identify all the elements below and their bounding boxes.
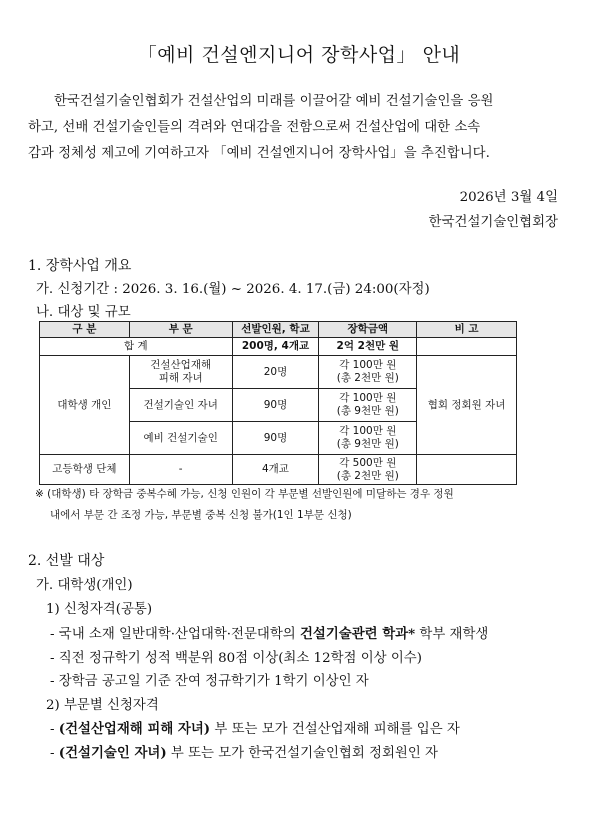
bullet-text: - 국내 소재 일반대학·산업대학·전문대학의 — [50, 627, 300, 642]
header-count: 선발인원, 학교 — [232, 322, 319, 338]
eligibility-bullet-1 — [50, 623, 488, 642]
header-sector: 부 문 — [129, 322, 232, 338]
signer: 한국건설기술인협회장 — [428, 215, 558, 230]
amount-subtotal: (총 9천만 원) — [336, 405, 399, 417]
count-cell: 90명 — [232, 389, 319, 422]
header-remarks: 비 고 — [417, 322, 517, 338]
amount-cell — [319, 422, 417, 455]
application-period: 가. 신청기간 : 2026. 3. 16.(월) ~ 2026. 4. 17.(금) 24:00(자정) — [36, 282, 430, 297]
sector-cell: - — [129, 455, 232, 485]
amount-cell — [319, 455, 417, 485]
document-date: 2026년 3월 4일 — [459, 190, 558, 205]
bullet-emphasis: 건설기술관련 학과* — [299, 626, 416, 642]
bullet-text: 부 또는 모가 건설산업재해 피해를 입은 자 — [210, 722, 460, 737]
scholarship-table — [39, 321, 517, 485]
sector-eligibility-heading: 2) 부문별 신청자격 — [46, 698, 159, 713]
table-header-row — [40, 322, 517, 338]
bullet-text: 학부 재학생 — [415, 627, 489, 642]
amount-line: 각 100만 원 — [339, 425, 397, 437]
section-2-heading: 2. 선발 대상 — [28, 553, 105, 569]
sector-cell — [129, 356, 232, 389]
amount-line: 각 500만 원 — [339, 456, 397, 469]
amount-line: 각 100만 원 — [339, 392, 397, 404]
count-cell: 90명 — [232, 422, 319, 455]
sector-line: 건설산업재해 — [150, 359, 212, 371]
bullet-text: 부 또는 모가 한국건설기술인협회 정회원인 자 — [166, 746, 438, 761]
university-remarks: 협회 정회원 자녀 — [417, 356, 517, 455]
sector-bullet-2: - (건설기술인 자녀) 부 또는 모가 한국건설기술인협회 정회원인 자 — [50, 745, 438, 761]
university-heading: 가. 대학생(개인) — [36, 578, 133, 593]
common-eligibility-heading: 1) 신청자격(공통) — [46, 602, 153, 617]
header-amount: 장학금액 — [319, 322, 417, 338]
sector-line: 피해 자녀 — [158, 372, 203, 384]
amount-line: 각 100만 원 — [339, 359, 397, 371]
eligibility-bullet-2: - 직전 정규학기 성적 백분위 80점 이상(최소 12학점 이상 이수) — [50, 651, 422, 666]
highschool-category: 고등학생 단체 — [40, 455, 130, 485]
university-category: 대학생 개인 — [40, 356, 130, 455]
table-row — [40, 356, 517, 389]
table-note-line-2: 내에서 부문 간 조정 가능, 부문별 중복 신청 불가(1인 1부문 신청) — [50, 509, 352, 521]
intro-line-1: 한국건설기술인협회가 건설산업의 미래를 이끌어갈 예비 건설기술인을 응원 — [54, 94, 494, 109]
bullet-emphasis: (건설산업재해 피해 자녀) — [58, 721, 211, 737]
intro-line-2: 하고, 선배 건설기술인들의 격려와 연대감을 전함으로써 건설산업에 대한 소속 — [28, 120, 481, 135]
header-category: 구 분 — [40, 322, 130, 338]
total-count: 200명, 4개교 — [232, 338, 319, 356]
count-cell: 4개교 — [232, 455, 319, 485]
total-remarks — [417, 338, 517, 356]
table-row — [40, 455, 517, 485]
sector-bullet-1: - (건설산업재해 피해 자녀) 부 또는 모가 건설산업재해 피해를 입은 자 — [50, 721, 460, 737]
sector-cell: 건설기술인 자녀 — [129, 389, 232, 422]
amount-subtotal: (총 9천만 원) — [336, 438, 399, 450]
amount-subtotal: (총 2천만 원) — [336, 469, 399, 482]
page-title: 「예비 건설엔지니어 장학사업」 안내 — [137, 44, 461, 66]
table-total-row — [40, 338, 517, 356]
amount-cell — [319, 356, 417, 389]
total-amount: 2억 2천만 원 — [319, 338, 417, 356]
amount-subtotal: (총 2천만 원) — [336, 372, 399, 384]
amount-cell — [319, 389, 417, 422]
bullet-emphasis: (건설기술인 자녀) — [58, 745, 167, 761]
table-note-line-1: ※ (대학생) 타 장학금 중복수혜 가능, 신청 인원이 각 부문별 선발인원에 미달하는 경우 정원 — [35, 488, 454, 500]
count-cell: 20명 — [232, 356, 319, 389]
total-label: 합 계 — [40, 338, 233, 356]
eligibility-bullet-3: - 장학금 공고일 기준 잔여 정규학기가 1학기 이상인 자 — [50, 674, 369, 689]
sector-cell: 예비 건설기술인 — [129, 422, 232, 455]
section-1-heading: 1. 장학사업 개요 — [28, 258, 132, 274]
highschool-remarks — [417, 455, 517, 485]
intro-line-3: 감과 정체성 제고에 기여하고자 「예비 건설엔지니어 장학사업」을 추진합니다. — [28, 146, 490, 161]
target-scale-heading: 나. 대상 및 규모 — [36, 305, 131, 320]
